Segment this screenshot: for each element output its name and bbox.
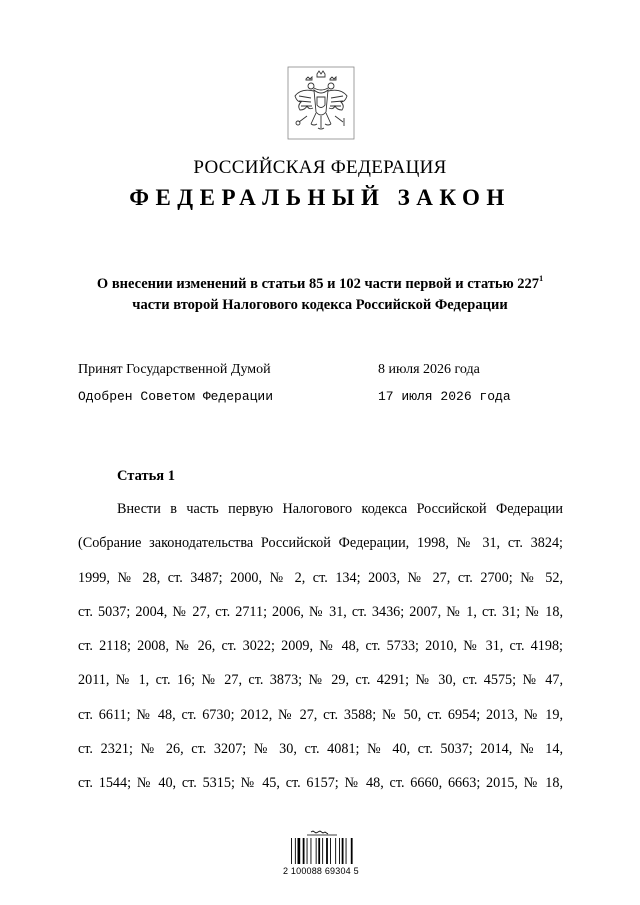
country-name: РОССИЙСКАЯ ФЕДЕРАЦИЯ <box>193 157 447 178</box>
article-body <box>78 498 563 807</box>
adoption-row-council <box>78 389 578 411</box>
adoption-row-duma <box>78 362 578 384</box>
body-line: 1999, № 28, ст. 3487; 2000, № 2, ст. 134; 2003, № 27, ст. 2700; № 52, <box>78 569 563 586</box>
duma-adoption-date: 8 июля 2026 года <box>378 362 480 377</box>
duma-adoption-label: Принят Государственной Думой <box>78 362 271 377</box>
body-line: Внести в часть первую Налогового кодекса Российской Федерации <box>117 501 563 517</box>
law-title-line-1: О внесении изменений в статьи 85 и 102 части первой и статью $227^1$ <box>96 274 544 292</box>
document-type-heading: ФЕДЕРАЛЬНЫЙ ЗАКОН <box>129 185 511 210</box>
body-line: ст. 2321; № 26, ст. 3207; № 30, ст. 4081; № 40, ст. 5037; 2014, № 14, <box>78 741 563 758</box>
article-heading: Статья 1 <box>117 468 175 484</box>
body-line: ст. 5037; 2004, № 27, ст. 2711; 2006, № 31, ст. 3436; 2007, № 1, ст. 31; № 18, <box>78 603 563 620</box>
council-approval-date: 17 июля 2026 года <box>378 389 511 404</box>
law-title <box>0 268 640 316</box>
council-approval-label: Одобрен Советом Федерации <box>78 389 274 404</box>
body-line: ст. 6611; № 48, ст. 6730; 2012, № 27, ст. 3588; № 50, ст. 6954; 2013, № 19, <box>78 706 563 723</box>
body-line: (Собрание законодательства Российской Федерации, 1998, № 31, ст. 3824; <box>78 535 563 552</box>
body-line: 2011, № 1, ст. 16; № 27, ст. 3873; № 29, ст. 4291; № 30, ст. 4575; № 47, <box>78 672 563 689</box>
body-line: ст. 1544; № 40, ст. 5315; № 45, ст. 6157; № 48, ст. 6660, 6663; 2015, № 18, <box>78 775 563 792</box>
law-title-line-2: части второй Налогового кодекса Российской Федерации <box>132 297 508 313</box>
body-line: ст. 2118; 2008, № 26, ст. 3022; 2009, № 48, ст. 5733; 2010, № 31, ст. 4198; <box>78 638 563 655</box>
title-superscript: 1 <box>539 274 544 283</box>
barcode-number: 2 100088 69304 5 <box>283 866 359 876</box>
coat-of-arms-icon <box>287 66 355 140</box>
